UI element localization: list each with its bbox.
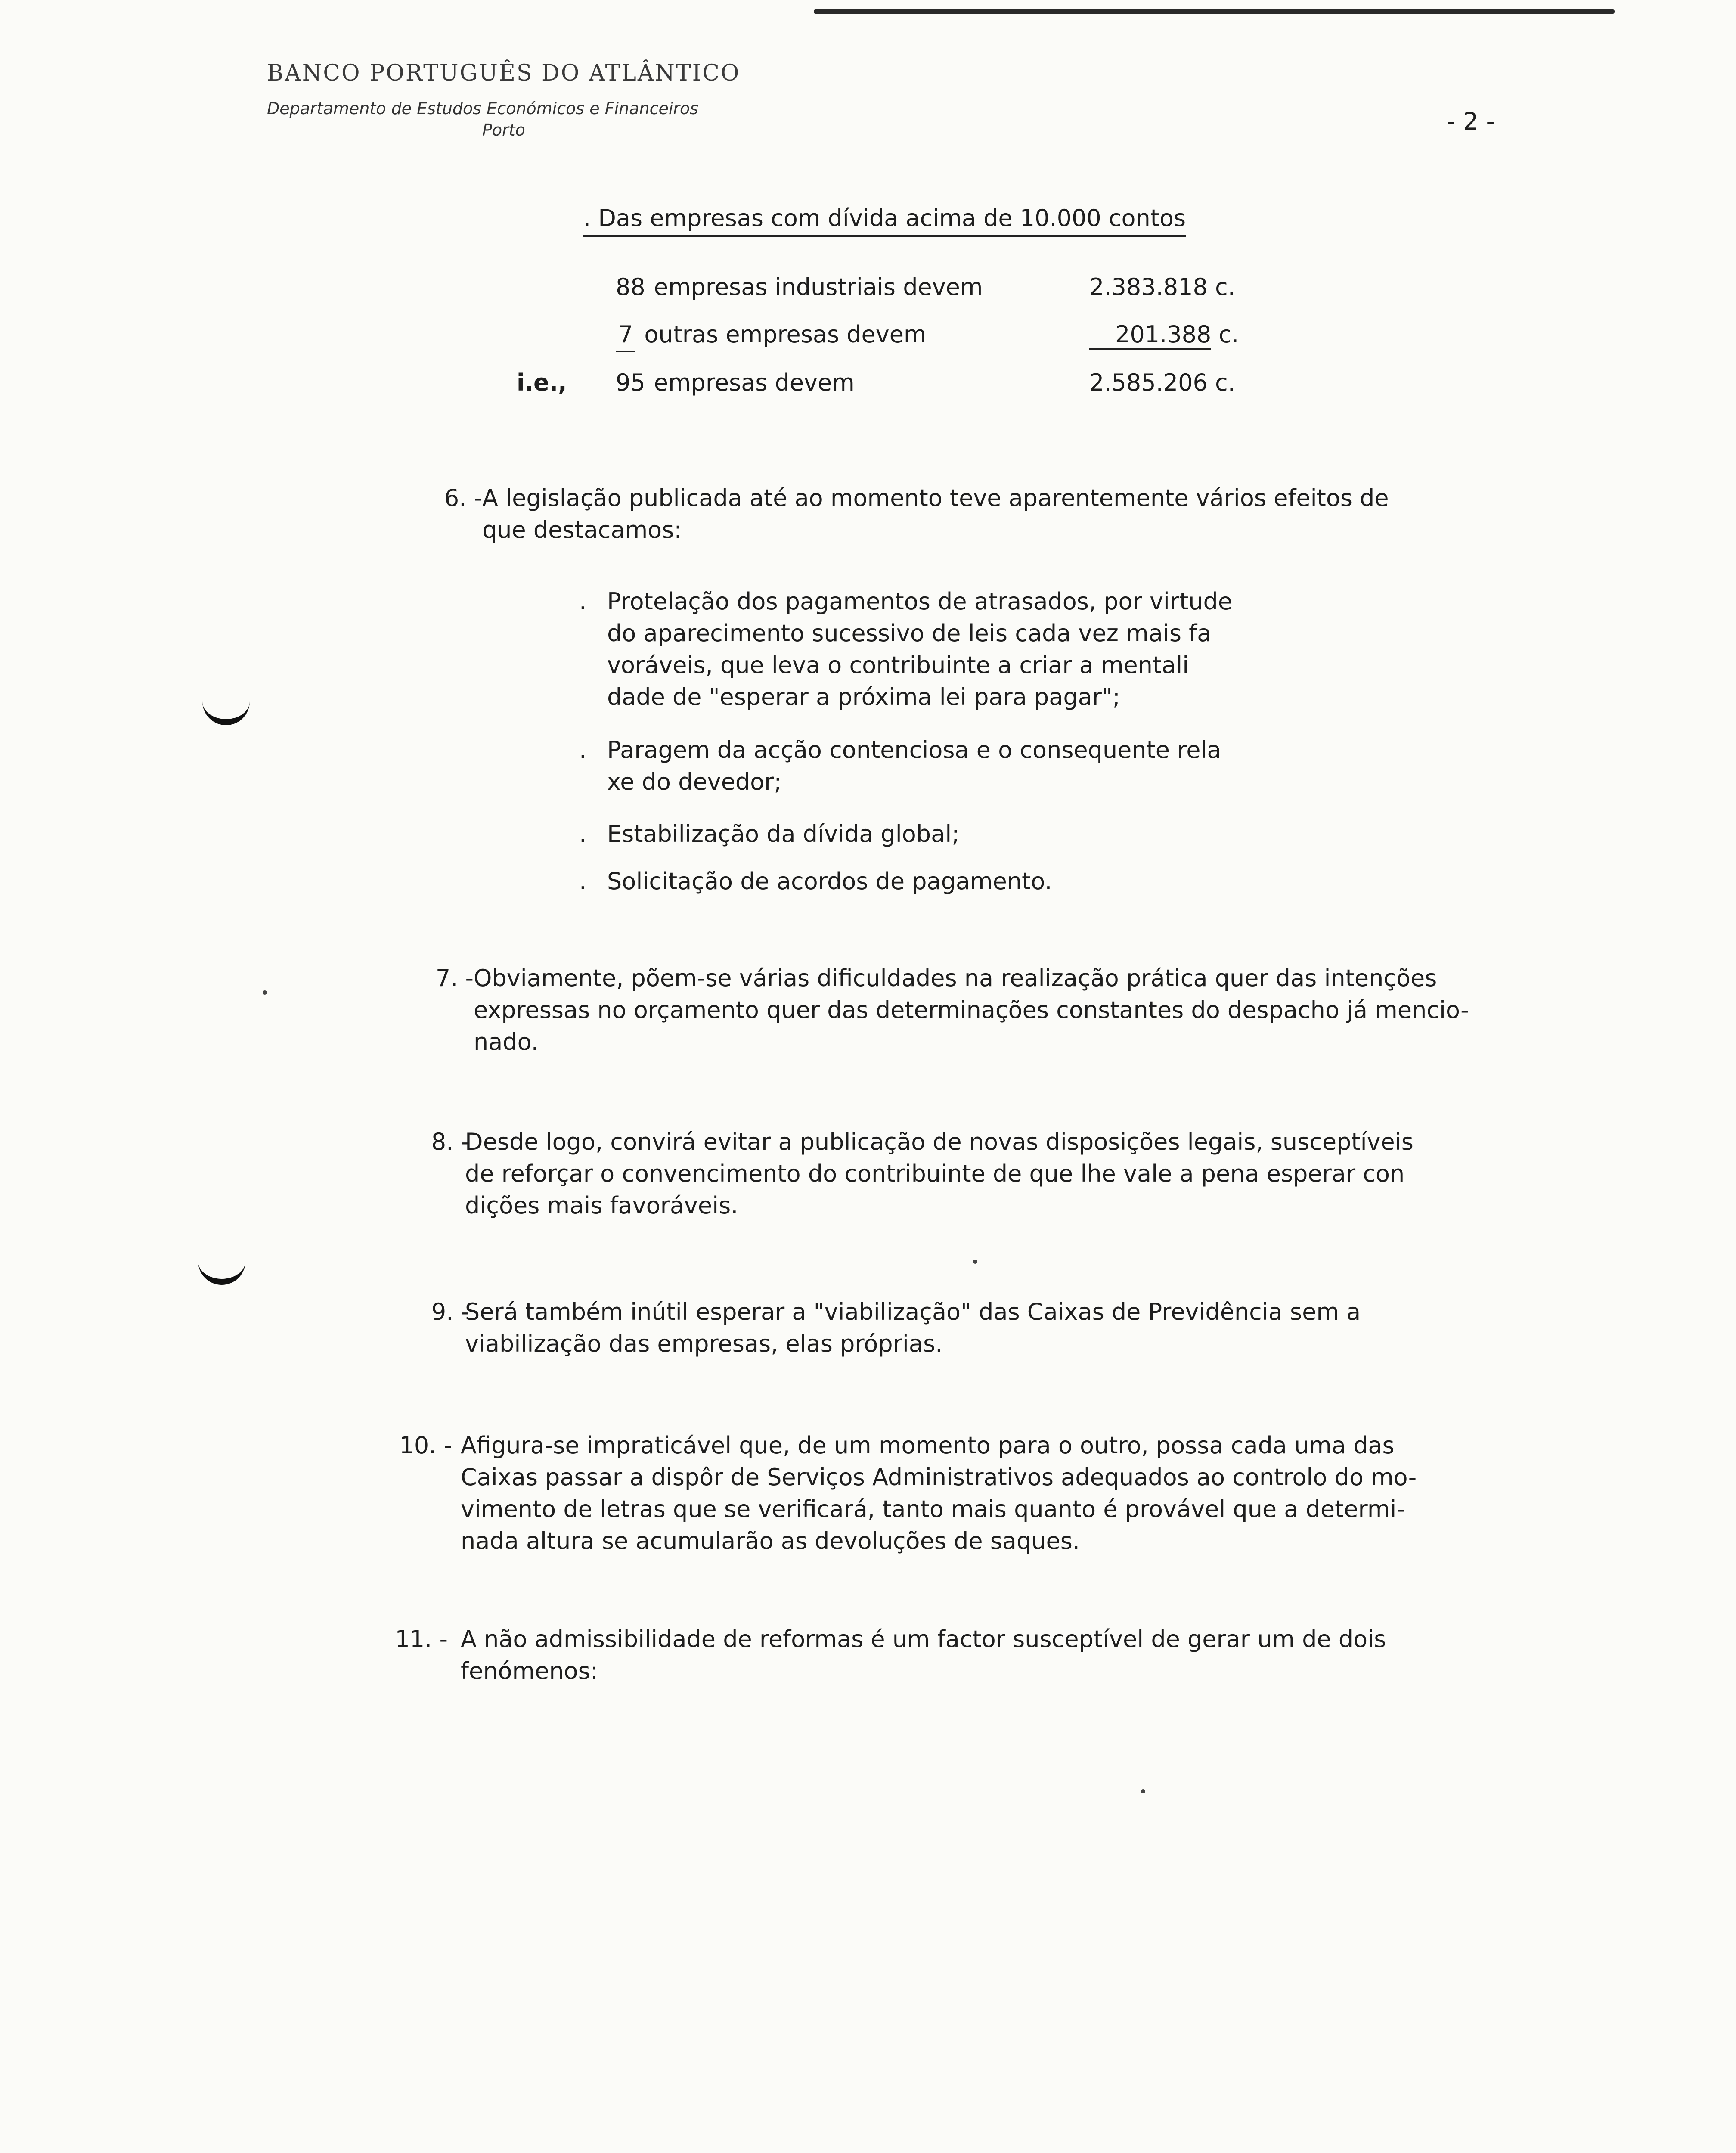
debt-row-amount bbox=[1089, 271, 1235, 303]
scan-speck bbox=[263, 990, 267, 995]
list-item-line: dade de "esperar a próxima lei para pagar"; bbox=[607, 683, 1120, 710]
paragraph-body bbox=[474, 962, 1469, 1058]
paragraph-line: Obviamente, põem-se várias dificuldades na realização prática quer das intenções bbox=[474, 965, 1437, 992]
paragraph-line: Será também inútil esperar a "viabilização" das Caixas de Previdência sem a bbox=[465, 1298, 1361, 1325]
paragraph-body bbox=[465, 1296, 1361, 1360]
paragraph-line: expressas no orçamento quer das determinações constantes do despacho já mencio- bbox=[474, 996, 1469, 1024]
top-rule-line bbox=[814, 9, 1615, 14]
debt-row bbox=[0, 367, 1292, 406]
paragraph-body bbox=[461, 1430, 1417, 1557]
debt-row-unit: c. bbox=[1215, 273, 1235, 301]
debt-row-count: 95 bbox=[616, 369, 645, 396]
list-item-line: do aparecimento sucessivo de leis cada vez mais fa bbox=[607, 620, 1212, 647]
debt-row-text: outras empresas devem bbox=[644, 321, 927, 348]
margin-punch-mark bbox=[202, 698, 250, 725]
debt-row-description bbox=[616, 367, 855, 399]
scan-speck bbox=[1141, 1789, 1145, 1793]
list-item-text bbox=[607, 734, 1221, 798]
paragraph-line: A não admissibilidade de reformas é um factor susceptível de gerar um de dois bbox=[461, 1626, 1386, 1653]
paragraph-number: 9. - bbox=[431, 1298, 469, 1325]
paragraph-line: de reforçar o convencimento do contribuinte de que lhe vale a pena esperar con bbox=[465, 1160, 1405, 1187]
debt-row-amount-value: 2.585.206 bbox=[1089, 369, 1208, 396]
list-item-line: Paragem da acção contenciosa e o consequente rela bbox=[607, 736, 1221, 763]
list-item-text bbox=[607, 866, 1052, 897]
list-item-line: Protelação dos pagamentos de atrasados, por virtude bbox=[607, 588, 1233, 615]
paragraph-line: fenómenos: bbox=[461, 1657, 598, 1685]
list-item-line: xe do devedor; bbox=[607, 768, 782, 795]
bullet-point: . bbox=[579, 736, 587, 763]
paragraph-body bbox=[482, 482, 1389, 546]
paragraph-line: Afigura-se impraticável que, de um momento para o outro, possa cada uma das bbox=[461, 1432, 1395, 1459]
paragraph-line: Desde logo, convirá evitar a publicação de novas disposições legais, susceptíveis bbox=[465, 1128, 1414, 1155]
bank-name: BANCO PORTUGUÊS DO ATLÂNTICO bbox=[267, 60, 741, 86]
debt-row-amount-value: 2.383.818 bbox=[1089, 273, 1208, 301]
debt-row-prefix: i.e., bbox=[517, 369, 567, 396]
paragraph-number: 10. - bbox=[399, 1432, 452, 1459]
bullet-point: . bbox=[579, 868, 587, 895]
paragraph-line: nada altura se acumularão as devoluções de saques. bbox=[461, 1527, 1080, 1554]
paragraph-line: viabilização das empresas, elas próprias. bbox=[465, 1330, 943, 1357]
debt-row-text: empresas industriais devem bbox=[654, 273, 983, 301]
bullet-point: . bbox=[579, 588, 587, 615]
debt-summary-heading: . Das empresas com dívida acima de 10.000 contos bbox=[583, 202, 1186, 237]
paragraph-line: Caixas passar a dispôr de Serviços Administrativos adequados ao controlo do mo- bbox=[461, 1464, 1417, 1491]
paragraph-number: 7. - bbox=[435, 965, 474, 992]
debt-row-unit: c. bbox=[1215, 369, 1235, 396]
debt-row-unit: c. bbox=[1218, 321, 1239, 348]
debt-row bbox=[0, 271, 1292, 310]
page-number: - 2 - bbox=[1447, 108, 1495, 136]
list-item-line: voráveis, que leva o contribuinte a criar a mentali bbox=[607, 651, 1189, 679]
paragraph-number: 11. - bbox=[395, 1626, 448, 1653]
paragraph-body bbox=[461, 1623, 1386, 1687]
scan-speck bbox=[973, 1260, 977, 1264]
list-item-line: Estabilização da dívida global; bbox=[607, 820, 960, 847]
paragraph-number: 6. - bbox=[444, 484, 482, 512]
paragraph-line: nado. bbox=[474, 1028, 539, 1055]
department-name: Departamento de Estudos Económicos e Financeiros bbox=[267, 99, 699, 118]
margin-punch-mark bbox=[198, 1257, 245, 1285]
debt-row bbox=[0, 319, 1292, 357]
city-name: Porto bbox=[482, 121, 525, 140]
debt-row-count: 88 bbox=[616, 273, 645, 301]
debt-row-text: empresas devem bbox=[654, 369, 855, 396]
paragraph-line: que destacamos: bbox=[482, 516, 682, 543]
bullet-point: . bbox=[579, 820, 587, 847]
paragraph-body bbox=[465, 1126, 1414, 1222]
list-item-text bbox=[607, 586, 1232, 713]
paragraph-line: vimento de letras que se verificará, tanto mais quanto é provável que a determi- bbox=[461, 1495, 1405, 1523]
debt-row-amount bbox=[1089, 319, 1239, 351]
paragraph-number: 8. - bbox=[431, 1128, 469, 1155]
letterhead bbox=[267, 60, 805, 140]
debt-row-count: 7 bbox=[616, 319, 636, 352]
paragraph-line: A legislação publicada até ao momento teve aparentemente vários efeitos de bbox=[482, 484, 1389, 512]
list-item-text bbox=[607, 818, 959, 850]
paragraph-line: dições mais favoráveis. bbox=[465, 1192, 738, 1219]
debt-row-amount bbox=[1089, 367, 1235, 399]
list-item-line: Solicitação de acordos de pagamento. bbox=[607, 868, 1052, 895]
debt-row-description bbox=[616, 271, 983, 303]
debt-row-description bbox=[616, 319, 927, 352]
debt-row-amount-value: 201.388 bbox=[1089, 321, 1211, 350]
